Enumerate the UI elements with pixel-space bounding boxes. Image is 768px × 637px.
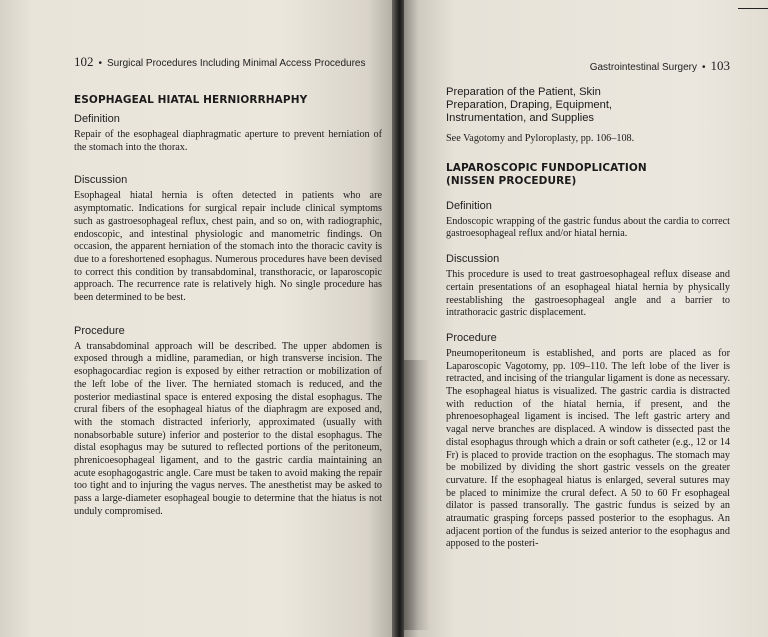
right-definition-heading: Definition (446, 199, 492, 212)
right-procedure-text: Pneumoperitoneum is established, and ports are placed as for Laparoscopic Vagotomy, pp. 109–110. The left lobe of the liver is retracted, and incising of the triangular ligament is done as necessary. The esophageal hiatus is visualized. The gastric cardia is distracted with reduction of the hiatal hernia, if present, and the phrenoesophageal ligament is incised. The left gastric artery and vagal nerve branches are displaced. A window is dissected past the distal esophagus through which a drain or soft catheter (e.g., 12 or 14 Fr) is placed to provide traction on the esophagus. The stomach may be mobilized by dividing the short gastric vessels on the greater curvature. If the esophageal hiatus is enlarged, several sutures may be placed to minimize the crural defect. A 50 to 60 Fr esophageal dilator is passed transorally. The gastric fundus is seized by an atraumatic grasping forceps passed posterior to the esophagus. An adjacent portion of the fundus is seized anterior to the esophagus and apposed to the posteri- (446, 347, 730, 550)
corner-mark (738, 8, 768, 9)
right-running-head (446, 58, 730, 74)
left-running-head (74, 54, 382, 70)
left-running-title: Surgical Procedures Including Minimal Access Procedures (107, 58, 366, 69)
left-definition-text: Repair of the esophageal diaphragmatic aperture to prevent herniation of the stomach into the thorax. (74, 129, 382, 153)
prep-heading (446, 86, 730, 125)
prep-heading-line: Preparation, Draping, Equipment, (446, 99, 613, 111)
prep-heading-line: Preparation of the Patient, Skin (446, 86, 601, 98)
right-title-line1: LAPAROSCOPIC FUNDOPLICATION (446, 161, 647, 174)
right-discussion-heading: Discussion (446, 253, 500, 266)
left-discussion-heading: Discussion (74, 174, 128, 187)
right-running-title: Gastrointestinal Surgery (589, 62, 697, 73)
right-page (404, 0, 768, 637)
left-procedure-text: A transabdominal approach will be described. The upper abdomen is exposed through a midline, paramedian, or high transverse incision. The esophagocardiac region is exposed by either retraction or mobilization of the left lobe of the liver. The herniated stomach is reduced, and the posterior mediastinal space is entered exposing the distal esophagus. The crural fibers of the esophageal hiatus of the diaphragm are exposed and, with the stomach distracted inferiorly, approximated (usually with nonabsorbable suture) inferior and posterior to the distal esophagus. The distal esophagus may be sutured to reflected portions of the peritoneum, phrenicoesophageal ligament, and to the gastric cardia maintaining an acute esophagogastric angle. Care must be taken to avoid making the repair too tight and to injuring the vagus nerves. The anesthetist may be asked to pass a large-diameter esophageal bougie to determine that the hiatus is not unduly compromised. (74, 340, 382, 517)
right-discussion-text: This procedure is used to treat gastroesophageal reflux disease and certain presentations of an esophageal hiatal hernia by physically reestablishing the gastroesophageal angle and a barrier to intrathoracic gastric displacement. (446, 269, 730, 319)
right-section-title (446, 162, 730, 188)
left-section-title: ESOPHAGEAL HIATAL HERNIORRHAPHY (74, 94, 308, 106)
right-page-number: 103 (710, 58, 730, 73)
bullet: • (701, 62, 706, 73)
left-page-number: 102 (74, 54, 94, 69)
prep-heading-line: Instrumentation, and Supplies (446, 112, 595, 124)
left-procedure-heading: Procedure (74, 324, 125, 337)
right-procedure-heading: Procedure (446, 331, 497, 344)
right-definition-text: Endoscopic wrapping of the gastric fundus about the cardia to correct gastroesophageal reflux and/or hiatal hernia. (446, 215, 730, 240)
left-discussion-text: Esophageal hiatal hernia is often detected in patients who are asymptomatic. Indications for surgical repair include clinical symptoms such as gastroesophageal reflux, chest pain, and so on, with radiographic, endoscopic, and intestinal physiologic and manometric findings. On occasion, the apparent herniation of the stomach into the thoracic cavity is due to a foreshortened esophagus. Numerous procedures have been devised to correct this condition by transabdominal, transthoracic, or laparoscopic approach. The recurrence rate is relatively high. No single procedure has been determined to be best. (74, 190, 382, 304)
right-title-line2: (NISSEN PROCEDURE) (446, 174, 577, 187)
prep-text: See Vagotomy and Pyloroplasty, pp. 106–108. (446, 133, 635, 144)
bullet: • (98, 58, 103, 69)
left-definition-heading: Definition (74, 113, 120, 125)
